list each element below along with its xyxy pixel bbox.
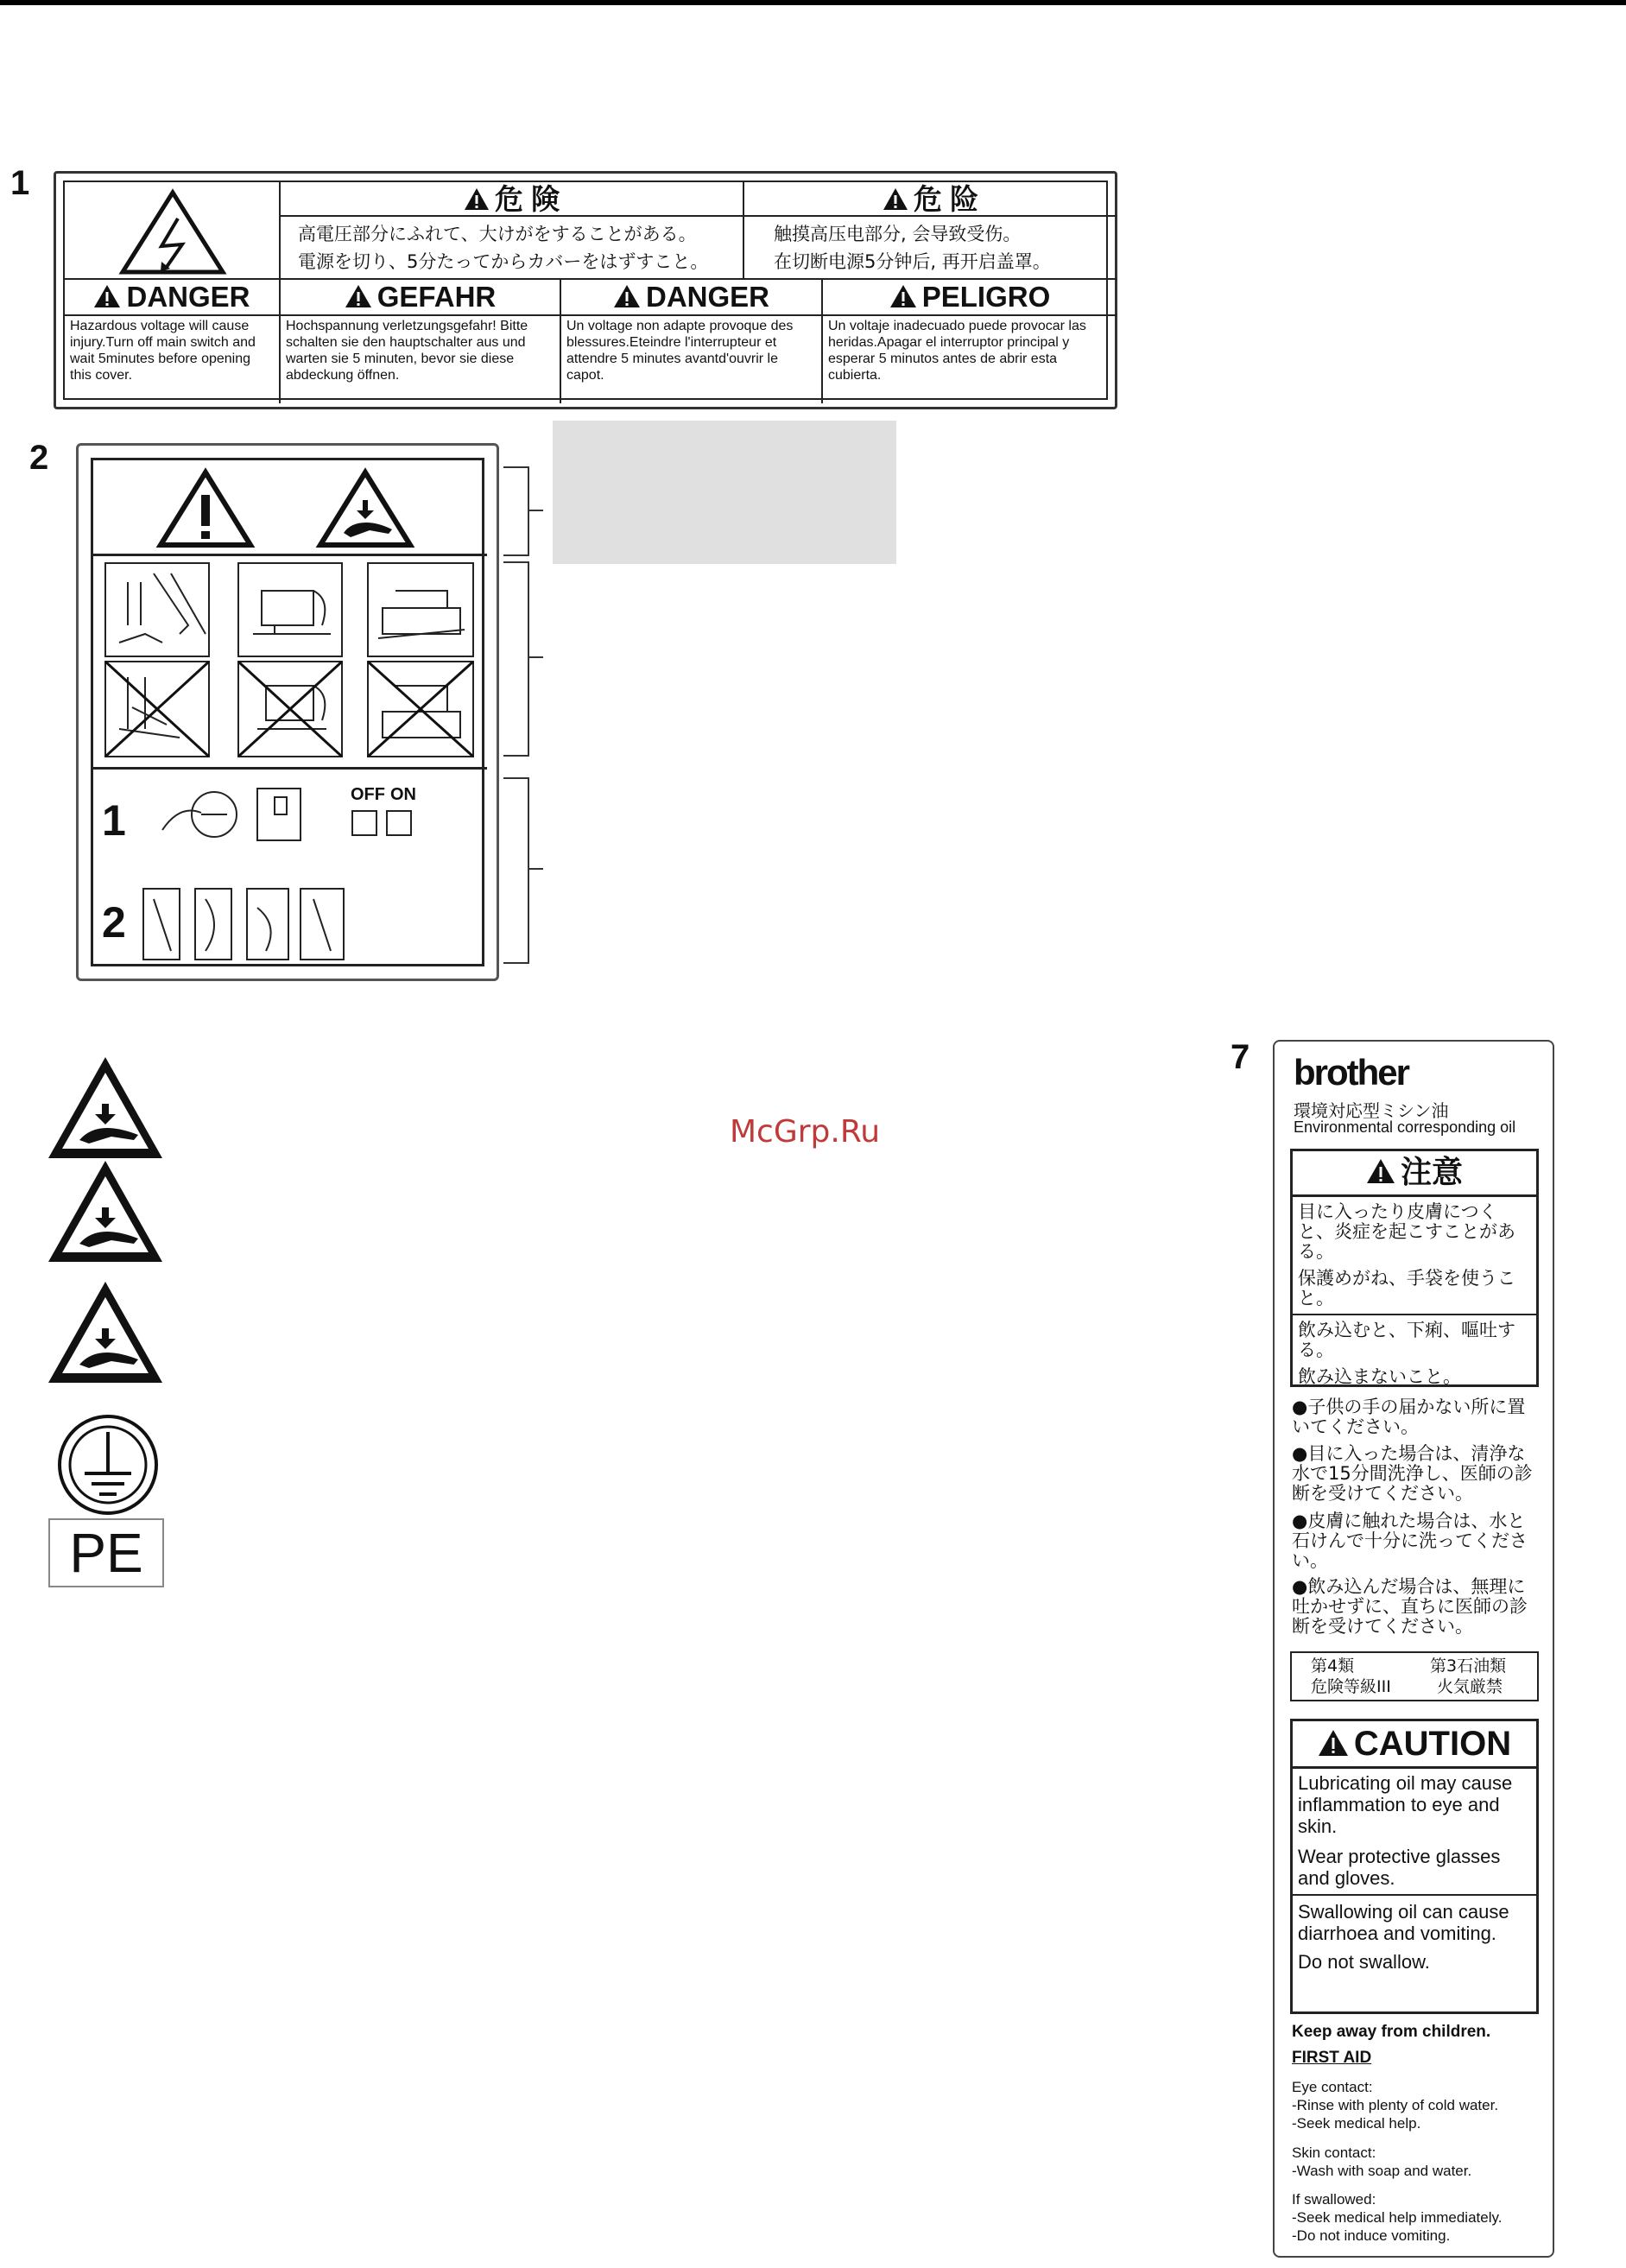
es-heading [823,280,1117,316]
high-voltage-icon [65,182,281,280]
jp-para-1: 目に入ったり皮膚につくと、炎症を起こすことがある。 [1298,1201,1515,1262]
label-2-pictogram [76,443,499,981]
step-2-number: 2 [102,898,126,947]
jp-bullet-2: ●目に入った場合は、清浄な水で15分間洗浄し、医師の診断を受けてください。 [1292,1443,1533,1504]
label-7-oil-caution [1273,1040,1554,2258]
jp-class-box [1290,1651,1539,1701]
jp-subtitle: 環境対応型ミシン油 [1294,1100,1449,1121]
off-label: OFF [351,785,385,804]
en-para-1: Lubricating oil may cause inflammation to eye and skin. [1298,1772,1513,1837]
general-warning-icon [161,472,250,545]
on-label: ON [390,785,416,804]
power-switch-pictograms [93,770,487,972]
warning-icon [889,284,917,308]
fr-heading [561,280,823,316]
jp-heading-text: 危 険 [494,183,560,215]
class-b-1: 第3石油類 [1430,1657,1507,1676]
en-text: Hazardous voltage will cause injury.Turn off main switch and wait 5minutes before opening this cover. [65,316,281,403]
warning-icon [1366,1158,1395,1184]
hand-crush-warning-icon [320,472,410,545]
jp-para-3: 飲み込むと、下痢、嘔吐する。 [1298,1320,1515,1360]
jp-caution-box [1290,1149,1539,1387]
en-subtitle: Environmental corresponding oil [1294,1118,1516,1136]
en-caution-box [1290,1719,1539,2014]
bracket-1-tick [528,510,543,511]
step-1-number: 1 [102,796,126,845]
power-off-steps-row [93,770,487,972]
hand-crush-warning-icon [45,1054,166,1162]
class-b-2: 火気厳禁 [1437,1677,1503,1696]
keep-away-text: Keep away from children. [1292,2023,1491,2041]
cn-heading [744,182,1117,217]
label-7-number: 7 [1231,1038,1250,1076]
de-heading-text: GEFAHR [376,281,497,313]
warning-symbols-row [93,460,487,556]
bracket-2-tick [528,656,543,658]
fr-heading-text: DANGER [645,281,769,313]
bracket-3 [503,777,529,964]
en-caution-title: CAUTION [1353,1725,1512,1763]
jp-caution-header [1293,1151,1536,1197]
first-aid-heading: FIRST AID [1292,2049,1372,2067]
watermark: McGrp.Ru [730,1114,881,1150]
jp-bullet-3: ●皮膚に触れた場合は、水と石けんで十分に洗ってください。 [1292,1511,1528,1571]
warning-icon [464,187,490,211]
en-caution-header [1293,1721,1536,1769]
top-rule [0,0,1626,5]
eye-line-1: -Rinse with plenty of cold water. [1292,2097,1499,2113]
swallowed-line-1: -Seek medical help immediately. [1292,2209,1503,2226]
jp-line-1: 高電圧部分にふれて、大けがをすることがある。 [298,224,697,244]
hand-crush-warning-icon [45,1157,166,1265]
warning-icon [1318,1729,1349,1757]
en-heading [65,280,281,316]
bracket-1 [503,466,529,556]
warning-icon [345,284,372,308]
es-heading-text: PELIGRO [921,281,1051,313]
pe-label: PE [48,1518,164,1587]
class-a-1: 第4類 [1311,1657,1355,1676]
warning-icon [883,187,908,211]
class-a-2: 危険等級III [1311,1677,1391,1696]
swallowed-heading: If swallowed: [1292,2191,1376,2208]
warning-icon [93,284,121,308]
eye-heading: Eye contact: [1292,2079,1373,2095]
hand-crush-warning-icon [45,1278,166,1386]
skin-contact-block [1292,2144,1551,2180]
eye-line-2: -Seek medical help. [1292,2115,1421,2132]
bracket-2 [503,561,529,757]
cn-line-2: 在切断电源5分钟后, 再开启盖罩。 [774,251,1051,272]
protective-earth-icon [54,1413,166,1517]
skin-heading: Skin contact: [1292,2144,1376,2161]
jp-para-2: 保護めがね、手袋を使うこと。 [1298,1268,1515,1308]
fr-text: Un voltage non adapte provoque des blessures.Eteindre l'interrupteur et attendre 5 minutes avantd'ouvrir le capot. [561,316,823,403]
jp-heading [281,182,744,217]
sewing-hazard-pictograms [93,556,487,767]
jp-para-4: 飲み込まないこと。 [1298,1366,1461,1387]
de-heading [281,280,561,316]
cn-line-1: 触摸高压电部分, 会导致受伤。 [774,224,1022,244]
jp-bullet-4: ●飲み込んだ場合は、無理に吐かせずに、直ちに医師の診断を受けてください。 [1292,1576,1528,1637]
es-text: Un voltaje inadecuado puede provocar las heridas.Apagar el interruptor principal y esperar 5 minutos antes de abrir esta cubierta. [828,319,1086,383]
jp-line-2: 電源を切り、5分たってからカバーをはずすこと。 [298,251,709,272]
jp-caution-title: 注意 [1400,1155,1463,1190]
redacted-box [553,421,896,564]
swallowed-block [1292,2190,1551,2245]
warning-symbols [93,460,487,554]
warning-icon [613,284,641,308]
hazard-pictograms-row [93,556,487,770]
swallowed-line-2: -Do not induce vomiting. [1292,2227,1451,2244]
cn-heading-text: 危 险 [913,183,979,215]
en-heading-text: DANGER [126,281,250,313]
brother-logo: brother [1294,1052,1408,1093]
skin-line-1: -Wash with soap and water. [1292,2163,1472,2179]
de-text: Hochspannung verletzungsgefahr! Bitte schalten sie den hauptschalter aus und warten sie 5 minuten, bevor sie diese abdeckung öffnen. [281,316,561,403]
bracket-3-tick [528,868,543,870]
en-para-3: Swallowing oil can cause diarrhoea and vomiting. [1298,1901,1509,1944]
label-2-number: 2 [29,439,49,477]
eye-contact-block [1292,2078,1551,2132]
cn-text [744,217,1117,280]
jp-bullet-1: ●子供の手の届かない所に置いてください。 [1292,1397,1526,1437]
label-1-number: 1 [10,164,30,202]
jp-text [281,217,744,280]
en-para-2: Wear protective glasses and gloves. [1298,1846,1501,1889]
label-1-high-voltage [54,171,1117,409]
en-para-4: Do not swallow. [1298,1951,1430,1973]
lightning-cell [65,182,281,280]
